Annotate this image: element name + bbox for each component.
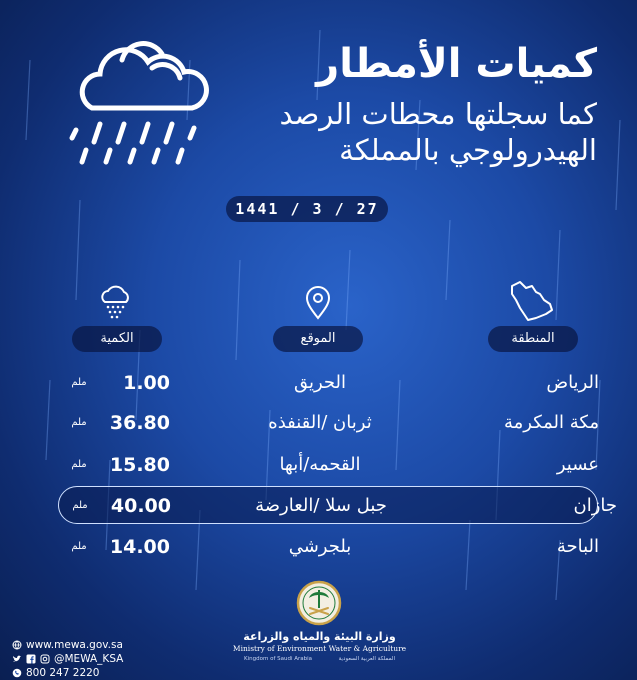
subtitle-line-1: كما سجلتها محطات الرصد — [279, 97, 597, 131]
column-header-amount: الكمية — [72, 326, 162, 352]
kingdom-line — [232, 655, 407, 664]
region-cell: جازان — [573, 495, 617, 516]
twitter-icon[interactable] — [12, 654, 22, 664]
location-cell: ثربان /القنفذه — [268, 412, 372, 433]
kingdom-english: Kingdom of Saudi Arabia — [244, 656, 313, 662]
ministry-name-arabic: وزارة البيئة والمياه والزراعة — [243, 630, 396, 643]
ministry-name-english: Ministry of Environment Water & Agriculture — [232, 644, 407, 653]
social-handle[interactable]: @MEWA_KSA — [54, 653, 124, 665]
subtitle-line-2: الهيدرولوجي بالمملكة — [339, 133, 597, 167]
social-line — [12, 652, 123, 666]
instagram-icon[interactable] — [40, 654, 50, 664]
unit-label: ملم — [71, 417, 87, 428]
facebook-icon[interactable] — [26, 654, 36, 664]
unit-label: ملم — [71, 377, 87, 388]
amount-cell: 14.00 — [109, 536, 170, 558]
footer-contact — [12, 638, 123, 680]
table-row-highlighted — [58, 486, 617, 524]
unit-label: ملم — [71, 459, 87, 470]
unit-label: ملم — [71, 541, 87, 552]
kingdom-arabic: المملكة العربية السعودية — [338, 656, 395, 662]
location-cell: بلجرشي — [288, 536, 352, 557]
location-cell: جبل سلا /العارضة — [255, 495, 387, 516]
ministry-name-block — [232, 630, 407, 664]
column-header-region: المنطقة — [488, 326, 578, 352]
location-cell: الحريق — [293, 372, 347, 393]
website-link[interactable]: www.mewa.gov.sa — [26, 639, 123, 651]
saudi-map-icon — [506, 278, 556, 324]
table-row — [0, 364, 637, 402]
amount-cell: 40.00 — [110, 495, 171, 517]
region-cell: عسير — [556, 454, 599, 475]
title-block — [177, 38, 597, 168]
website-line — [12, 638, 123, 652]
unit-label: ملم — [72, 500, 88, 511]
page-title: كميات الأمطار — [316, 41, 597, 87]
location-pin-icon — [298, 282, 338, 322]
phone-line — [12, 666, 123, 680]
amount-cell: 15.80 — [109, 454, 170, 476]
column-header-location: الموقع — [273, 326, 363, 352]
table-row — [0, 528, 637, 566]
table-row — [0, 404, 637, 442]
amount-cell: 36.80 — [109, 412, 170, 434]
phone-number[interactable]: 800 247 2220 — [26, 667, 100, 679]
phone-icon — [12, 668, 22, 678]
small-rain-cloud-icon — [96, 282, 136, 322]
amount-cell: 1.00 — [123, 372, 170, 394]
ministry-logo-icon — [296, 580, 342, 626]
region-cell: الرياض — [546, 372, 599, 393]
location-cell: القحمه/أبها — [279, 454, 361, 475]
date-badge: 1441 / 3 / 27 — [226, 196, 388, 222]
region-cell: الباحة — [556, 536, 599, 557]
region-cell: مكة المكرمة — [503, 412, 599, 433]
table-row — [0, 446, 637, 484]
globe-icon — [12, 640, 22, 650]
